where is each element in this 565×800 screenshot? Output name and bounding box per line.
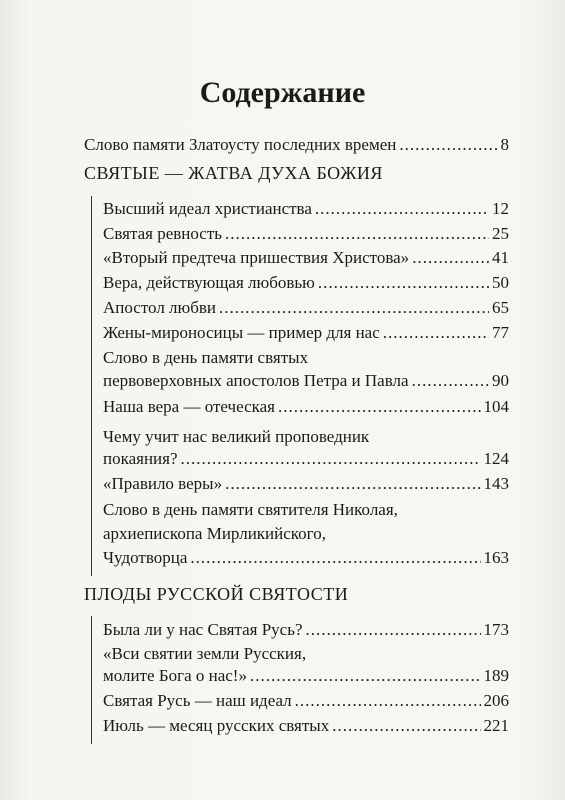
toc-entry[interactable] [103, 397, 509, 417]
toc-page-number: 65 [492, 298, 509, 317]
toc-entry[interactable] [103, 666, 509, 686]
toc-page-number: 173 [483, 620, 509, 639]
toc-entry-label: Чему учит нас великий проповедник [103, 427, 370, 446]
dot-leader [318, 273, 489, 293]
toc-entry-label: Наша вера — отеческая [103, 397, 275, 416]
toc-page-number: 189 [483, 666, 509, 685]
toc-entry-label: Апостол любви [103, 298, 217, 317]
toc-entry[interactable] [103, 548, 509, 568]
toc-entry-label: архиепископа Мирликийского, [103, 524, 326, 543]
toc-page-number: 41 [492, 248, 509, 267]
toc-entry-label: Июль — месяц русских святых [103, 716, 330, 735]
toc-entry-label: «Вси святии земли Русския, [103, 644, 307, 663]
dot-leader [278, 397, 481, 417]
toc-entry-label: Святая ревность [103, 224, 223, 243]
toc-page-number: 221 [483, 716, 509, 735]
toc-page-number: 77 [492, 323, 509, 342]
toc-entry-label: Была ли у нас Святая Русь? [103, 620, 303, 639]
dot-leader [306, 620, 481, 640]
section-heading: ПЛОДЫ РУССКОЙ СВЯТОСТИ [84, 584, 349, 604]
dot-leader [412, 248, 489, 268]
toc-entry-label: Святая Русь — наш идеал [103, 691, 292, 710]
toc-entry-label: Чудотворца [103, 548, 188, 567]
toc-page-number: 12 [492, 199, 509, 218]
toc-entry-label: Жены-мироносицы — пример для нас [103, 323, 380, 342]
dot-leader [181, 449, 481, 469]
toc-entry[interactable] [103, 298, 509, 318]
toc-entry-label: Слово памяти Златоусту последних времен [84, 135, 397, 154]
dot-leader [190, 548, 480, 568]
toc-entry-label: Слово в день памяти святых [103, 348, 309, 367]
dot-leader [412, 371, 489, 391]
toc-entry-label: молите Бога о нас!» [103, 666, 247, 685]
toc-entry[interactable] [103, 224, 509, 244]
dot-leader [225, 224, 489, 244]
toc-page-number: 124 [483, 449, 509, 468]
toc-page-number: 104 [483, 397, 509, 416]
toc-entry-label: Вера, действующая любовью [103, 273, 315, 292]
dot-leader [225, 474, 480, 494]
toc-entry-label: «Вторый предтеча пришествия Христова» [103, 248, 410, 267]
dot-leader [295, 691, 481, 711]
toc-entry-label: «Правило веры» [103, 474, 223, 493]
toc-page-number: 163 [483, 548, 509, 567]
toc-page-number: 206 [483, 691, 509, 710]
toc-entry[interactable] [103, 449, 509, 469]
section-rule [91, 616, 92, 744]
toc-entry-label: покаяния? [103, 449, 178, 468]
toc-entry[interactable] [103, 691, 509, 711]
toc-entry[interactable] [103, 248, 509, 268]
toc-entry[interactable] [103, 323, 509, 343]
dot-leader [399, 135, 497, 155]
toc-page-number: 8 [500, 135, 509, 154]
section-rule [91, 196, 92, 576]
toc-entry[interactable] [103, 199, 509, 219]
toc-entry[interactable] [103, 273, 509, 293]
toc-entry[interactable] [103, 474, 509, 494]
toc-page-number: 90 [492, 371, 509, 390]
dot-leader [383, 323, 489, 343]
toc-entry[interactable] [103, 371, 509, 391]
toc-entry-label: первоверховных апостолов Петра и Павла [103, 371, 409, 390]
toc-entry-label: Высший идеал христианства [103, 199, 312, 218]
toc-entry[interactable] [103, 620, 509, 640]
toc-entry-label: Слово в день памяти святителя Николая, [103, 500, 398, 519]
dot-leader [332, 716, 480, 736]
section-heading: СВЯТЫЕ — ЖАТВА ДУХА БОЖИЯ [84, 163, 383, 183]
dot-leader [315, 199, 489, 219]
toc-page-number: 50 [492, 273, 509, 292]
toc-page-number: 25 [492, 224, 509, 243]
page-title: Содержание [199, 76, 366, 109]
dot-leader [219, 298, 489, 318]
dot-leader [250, 666, 481, 686]
toc-entry-intro[interactable] [84, 135, 509, 155]
toc-page-number: 143 [483, 474, 509, 493]
toc-entry[interactable] [103, 716, 509, 736]
